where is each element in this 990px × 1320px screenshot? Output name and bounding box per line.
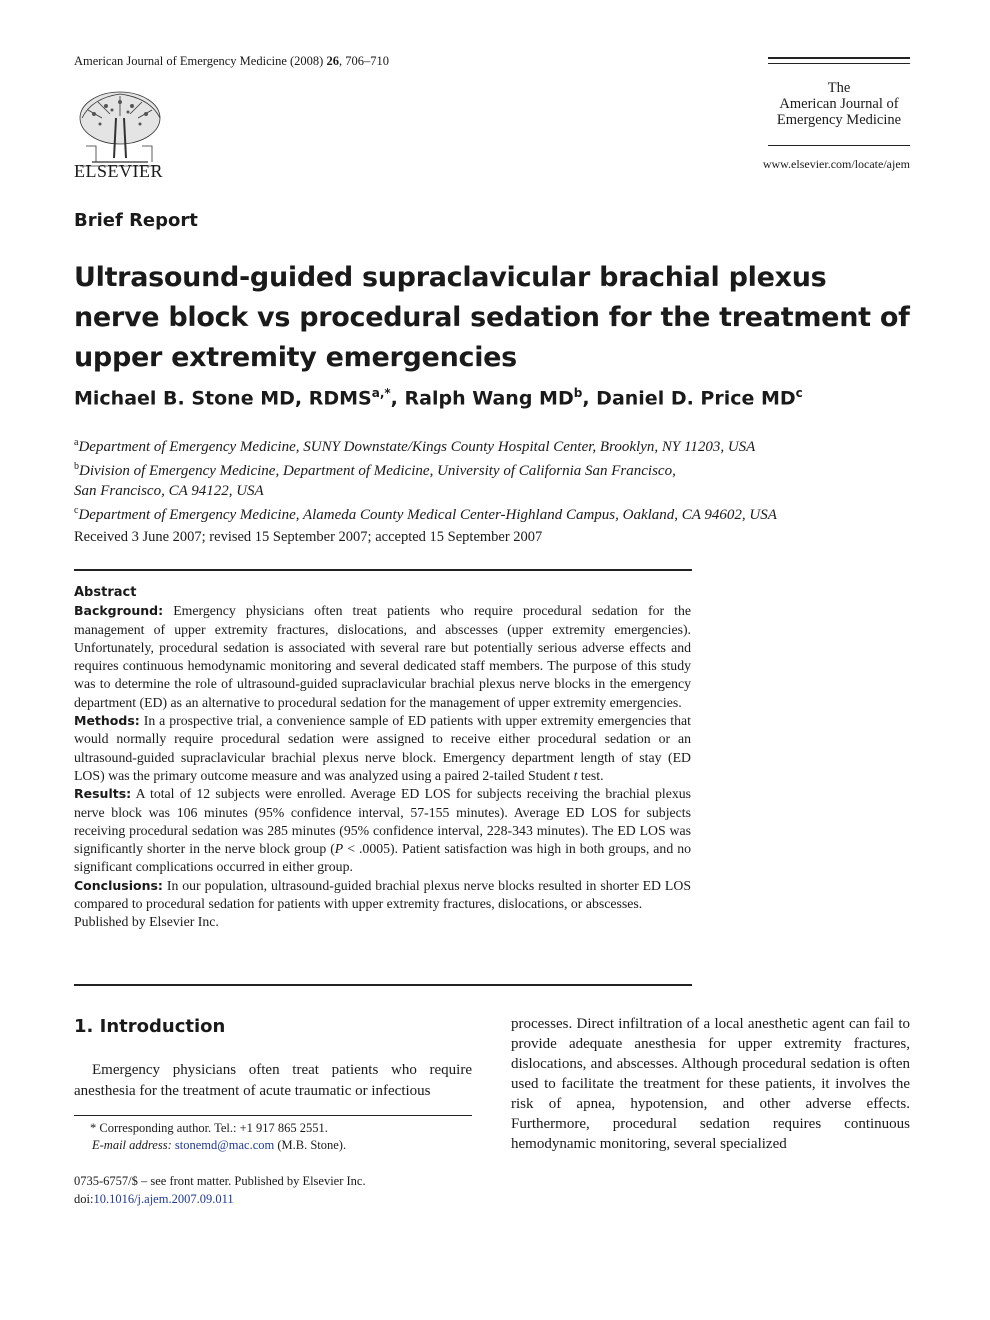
journal-url-link[interactable]: www.elsevier.com/locate/ajem [762, 157, 910, 171]
introduction-paragraph: Emergency physicians often treat patients who require anesthesia for the treatment of acute traumatic or infectious [74, 1062, 472, 1099]
affiliation-item [74, 457, 914, 481]
email-suffix: (M.B. Stone). [277, 1138, 347, 1152]
doi-link[interactable]: 10.1016/j.ajem.2007.09.011 [93, 1192, 234, 1206]
corresponding-text: Corresponding author. Tel.: +1 917 865 2551. [99, 1121, 328, 1135]
affiliation-item [74, 481, 914, 501]
author-name: Daniel D. Price MD [596, 387, 796, 410]
background-label: Background: [74, 603, 164, 619]
background-text: Emergency physicians often treat patients who require procedural sedation for the management of upper extremity fractures, dislocations, and abscesses (upper extremity emergencies). Unfortunately, procedural sedation is associated with several rare but potentially serious adverse effects and requires continuous hemodynamic monitoring and several dedicated staff members. The purpose of this study was to determine the role of ultrasound-guided supraclavicular brachial plexus nerve blocks in the emergency department (ED) as an alternative to procedural sedation for the management of upper extremity emergencies. [74, 603, 691, 710]
abstract-methods [74, 712, 691, 785]
results-text-end: < .0005). Patient satisfaction was high in both groups, and no significant complications occurred in either group. [74, 841, 691, 875]
affiliation-text: Department of Emergency Medicine, SUNY Downstate/Kings County Hospital Center, Brooklyn, NY 11203, USA [78, 439, 756, 455]
journal-title-line2: American Journal of [779, 96, 899, 112]
author-name: Michael B. Stone MD, RDMS [74, 387, 372, 410]
citation-journal: American Journal of Emergency Medicine (2008) [74, 54, 324, 68]
abstract-background [74, 602, 691, 712]
affiliation-text: San Francisco, CA 94122, USA [74, 483, 264, 499]
methods-text-end: test. [580, 767, 604, 783]
citation-volume: 26 [326, 54, 339, 68]
journal-title-line3: Emergency Medicine [776, 112, 902, 128]
methods-text: In a prospective trial, a convenience sample of ED patients with upper extremity emergencies that would normally require procedural sedation were assigned to receive either procedural sedation or an ultrasound-guided supraclavicular brachial plexus nerve block. Emergency department length of stay (ED LOS) was the primary outcome measure and was analyzed using a paired 2-tailed Student [74, 713, 691, 783]
affiliation-marker: c [74, 505, 79, 516]
email-link[interactable]: stonemd@mac.com [174, 1138, 275, 1152]
front-matter-line: 0735-6757/$ – see front matter. Published by Elsevier Inc. [74, 1174, 366, 1188]
results-label: Results: [74, 786, 132, 802]
conclusions-label: Conclusions: [74, 877, 163, 893]
email-note [90, 1137, 480, 1154]
affiliation-item [74, 501, 914, 525]
section-label: Brief Report [74, 210, 198, 231]
paper-title: Ultrasound-guided supraclavicular brachial plexus nerve block vs procedural sedation for the treatment of upper extremity emergencies [74, 262, 910, 373]
affiliation-marker: a [74, 437, 79, 448]
abstract-published-by: Published by Elsevier Inc. [74, 914, 219, 930]
affiliation-list [74, 433, 914, 525]
corresponding-author-note [90, 1120, 480, 1137]
journal-rule-bottom [768, 145, 910, 146]
journal-citation [74, 54, 389, 69]
journal-masthead [768, 80, 910, 128]
email-label: E-mail address: [92, 1138, 172, 1152]
footnote-rule [74, 1115, 472, 1116]
author-affiliation-marker: b [573, 386, 583, 400]
results-p-symbol: P [334, 841, 344, 857]
abstract-rule-bottom [74, 984, 692, 986]
journal-title-line1: The [827, 80, 851, 96]
citation-pages: , 706–710 [338, 54, 389, 68]
methods-t-symbol: t [573, 767, 578, 783]
journal-rule-secondary [768, 63, 910, 64]
author-list: Michael B. Stone MD, $RDMS^{a,*}$, Ralph Wang $MD^b$, Daniel D. Price $MD^c$ [74, 386, 803, 410]
abstract-section [74, 584, 691, 932]
abstract-rule-top [74, 569, 692, 571]
affiliation-text: Department of Emergency Medicine, Alameda County Medical Center-Highland Campus, Oakland, CA 94602, USA [78, 507, 777, 523]
corresponding-marker: * [90, 1121, 97, 1135]
publisher-logo-word: ELSEVIER [74, 161, 163, 181]
conclusions-text: In our population, ultrasound-guided brachial plexus nerve blocks resulted in shorter ED LOS compared to procedural sedation for patients with upper extremity fractures, dislocations, or abscesses. [74, 877, 691, 912]
introduction-heading: 1. Introduction [74, 1016, 226, 1037]
results-text: A total of 12 subjects were enrolled. Average ED LOS for subjects receiving the brachial plexus nerve block was 106 minutes (95% confidence interval, 57-155 minutes). Average ED LOS for subjects receiving procedural sedation was 285 minutes (95% confidence interval, 228-343 minutes). The ED LOS was significantly shorter in the nerve block group ( [74, 786, 691, 857]
footnotes [90, 1120, 480, 1154]
author-affiliation-marker: c [795, 386, 803, 400]
author-name: Ralph Wang MD [404, 387, 574, 410]
affiliation-marker: b [74, 461, 79, 472]
affiliation-text: Division of Emergency Medicine, Department of Medicine, University of California San Francisco, [79, 463, 676, 479]
doi-line [74, 1190, 472, 1208]
methods-label: Methods: [74, 713, 140, 729]
author-affiliation-marker: a,* [371, 386, 391, 400]
abstract-heading: Abstract [74, 585, 137, 600]
abstract-conclusions [74, 877, 691, 914]
front-matter-info [74, 1172, 472, 1208]
affiliation-item [74, 433, 914, 457]
journal-rule-top [768, 57, 910, 59]
abstract-results [74, 785, 691, 876]
article-dates: Received 3 June 2007; revised 15 September 2007; accepted 15 September 2007 [74, 529, 543, 545]
doi-label: doi: [74, 1192, 94, 1206]
right-column-paragraph: processes. Direct infiltration of a local anesthetic agent can fail to provide adequate anesthesia for upper extremity fractures, dislocations, and abscesses. Although procedural sedation is often used to facilitate the treatment for these patients, it involves the risk of apnea, hypotension, and other adverse effects. Furthermore, procedural sedation requires continuous hemodynamic monitoring, several specialized [511, 1016, 910, 1152]
